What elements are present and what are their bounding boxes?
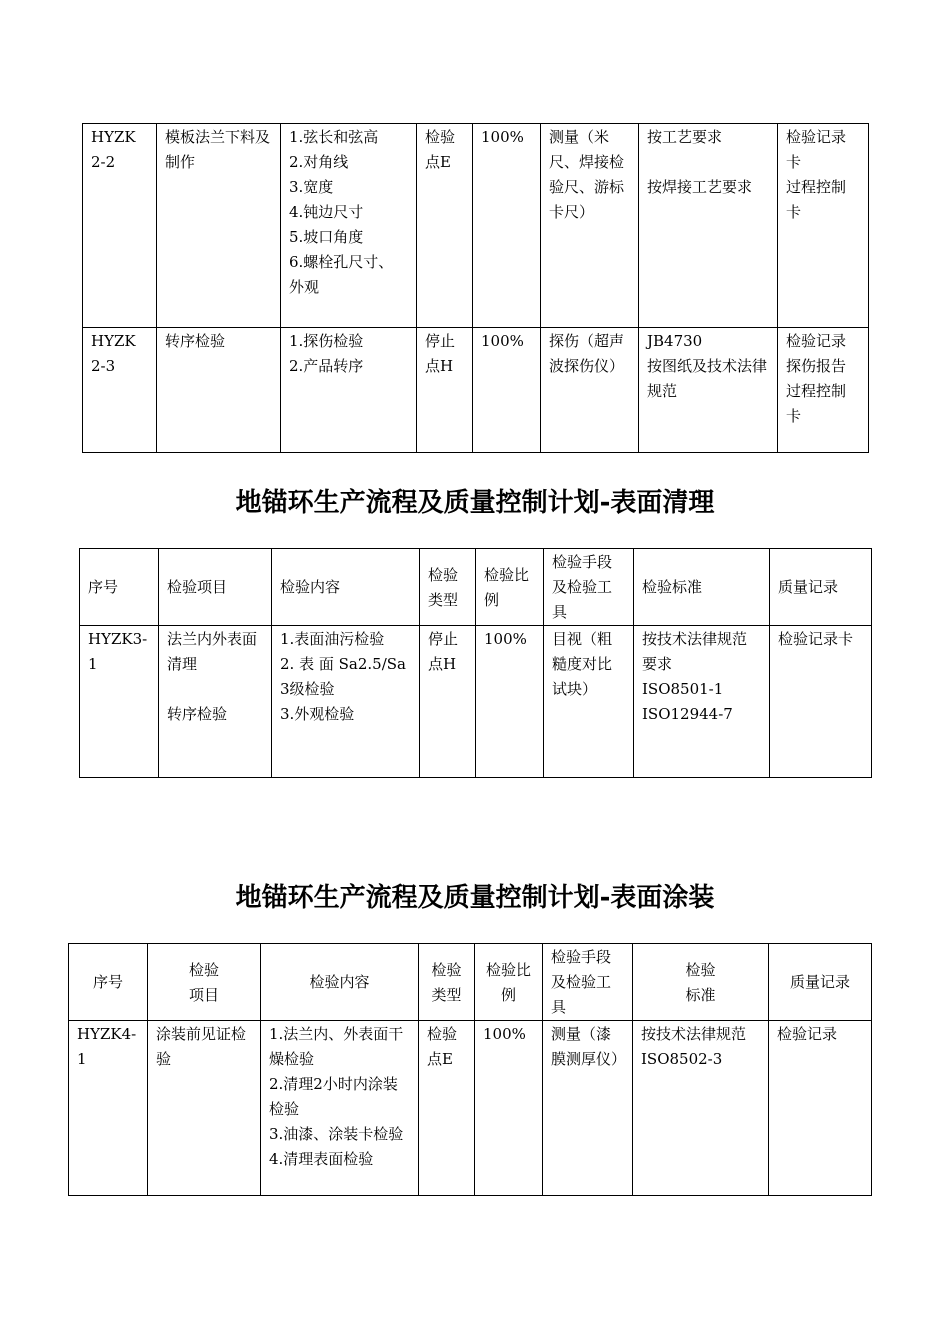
content-line: 5.坡口角度: [289, 228, 364, 246]
cell-item: 转序检验: [157, 328, 281, 453]
content-line: 2.清理2小时内涂装检验: [269, 1075, 398, 1118]
table-row: [80, 626, 872, 778]
item-line: 转序检验: [167, 705, 228, 723]
cell-content: [272, 626, 420, 778]
content-line: 3.油漆、涂装卡检验: [269, 1125, 404, 1143]
standard-line: 按技术法律规范要求: [642, 630, 748, 673]
cell-ratio: 100%: [473, 124, 541, 328]
header-type: 检验类型: [420, 549, 476, 626]
cell-content: [281, 124, 417, 328]
cell-standard: [633, 1021, 769, 1196]
header-content: 检验内容: [261, 944, 419, 1021]
header-item: 检验项目: [159, 549, 272, 626]
record-line: 探伤报告: [786, 357, 847, 375]
cell-item: 涂装前见证检验: [148, 1021, 261, 1196]
table-header-row: [80, 549, 872, 626]
cell-ratio: 100%: [476, 626, 544, 778]
header-no: 序号: [69, 944, 148, 1021]
header-no: 序号: [80, 549, 159, 626]
header-item-line: 检验: [188, 960, 219, 979]
standard-line: 按图纸及技术法律规范: [647, 357, 768, 400]
header-standard: [633, 944, 769, 1021]
header-content: 检验内容: [272, 549, 420, 626]
header-record: 质量记录: [769, 944, 872, 1021]
spacer: [167, 677, 263, 702]
table-surface-cleaning: [79, 548, 872, 778]
cell-record: 检验记录: [769, 1021, 872, 1196]
header-type: 检验类型: [419, 944, 475, 1021]
cell-type: 停止点H: [417, 328, 473, 453]
record-line: 检验记录卡: [786, 128, 847, 171]
standard-line: 按技术法律规范: [641, 1025, 747, 1043]
cell-method: 测量（漆膜测厚仪）: [543, 1021, 633, 1196]
cell-content: [261, 1021, 419, 1196]
cell-item: 模板法兰下料及制作: [157, 124, 281, 328]
header-standard-line: 标准: [685, 985, 716, 1004]
standard-line: JB4730: [647, 332, 703, 350]
content-line: 2.对角线: [289, 153, 349, 171]
header-method: 检验手段及检验工具: [543, 944, 633, 1021]
content-line: 2. 表 面 Sa2.5/Sa3级检验: [280, 655, 406, 698]
header-item-line: 项目: [188, 985, 219, 1004]
item-line: 法兰内外表面清理: [167, 630, 258, 673]
standard-line: ISO12944-7: [642, 705, 733, 723]
header-ratio: 检验比例: [475, 944, 543, 1021]
content-line: 6.螺栓孔尺寸、外观: [289, 253, 394, 296]
content-line: 1.探伤检验: [289, 332, 364, 350]
header-method: 检验手段及检验工具: [544, 549, 634, 626]
standard-line: ISO8501-1: [642, 680, 724, 698]
cell-method: 目视（粗糙度对比试块）: [544, 626, 634, 778]
cell-standard: [634, 626, 770, 778]
cell-record: [778, 124, 869, 328]
cell-record: 检验记录卡: [770, 626, 872, 778]
cell-no: HYZK3-1: [80, 626, 159, 778]
content-line: 1.法兰内、外表面干燥检验: [269, 1025, 404, 1068]
record-line: 过程控制卡: [786, 178, 847, 221]
standard-line: 按焊接工艺要求: [647, 178, 753, 196]
section-title-surface-cleaning: 地锚环生产流程及质量控制计划-表面清理: [235, 488, 715, 518]
content-line: 4.清理表面检验: [269, 1150, 374, 1168]
header-item: [148, 944, 261, 1021]
header-standard: 检验标准: [634, 549, 770, 626]
cell-type: 停止点H: [420, 626, 476, 778]
header-ratio: 检验比例: [476, 549, 544, 626]
spacer: [647, 150, 769, 175]
table-surface-coating: [68, 943, 872, 1196]
content-line: 3.外观检验: [280, 705, 355, 723]
table-row: [83, 124, 869, 328]
content-line: 1.表面油污检验: [280, 630, 385, 648]
cell-ratio: 100%: [473, 328, 541, 453]
table-row: [69, 1021, 872, 1196]
content-line: 4.钝边尺寸: [289, 203, 364, 221]
cell-no: HYZK 2-2: [83, 124, 157, 328]
content-line: 2.产品转序: [289, 357, 364, 375]
cell-standard: [639, 328, 778, 453]
header-record: 质量记录: [770, 549, 872, 626]
header-standard-line: 检验: [685, 960, 716, 979]
table-row: [83, 328, 869, 453]
cell-type: 检验点E: [417, 124, 473, 328]
cell-no: HYZK4-1: [69, 1021, 148, 1196]
cell-method: 探伤（超声波探伤仪）: [541, 328, 639, 453]
record-line: 检验记录: [786, 332, 847, 350]
cell-content: [281, 328, 417, 453]
standard-line: 按工艺要求: [647, 128, 723, 146]
cell-ratio: 100%: [475, 1021, 543, 1196]
cell-record: [778, 328, 869, 453]
cell-no: HYZK 2-3: [83, 328, 157, 453]
cell-method: 测量（米尺、焊接检验尺、游标卡尺）: [541, 124, 639, 328]
record-line: 过程控制卡: [786, 382, 847, 425]
table-forming-process: [82, 123, 869, 453]
cell-standard: [639, 124, 778, 328]
cell-item: [159, 626, 272, 778]
cell-type: 检验点E: [419, 1021, 475, 1196]
content-line: 3.宽度: [289, 178, 334, 196]
section-title-surface-coating: 地锚环生产流程及质量控制计划-表面涂装: [235, 883, 715, 913]
table-header-row: [69, 944, 872, 1021]
standard-line: ISO8502-3: [641, 1050, 723, 1068]
content-line: 1.弦长和弦高: [289, 128, 379, 146]
